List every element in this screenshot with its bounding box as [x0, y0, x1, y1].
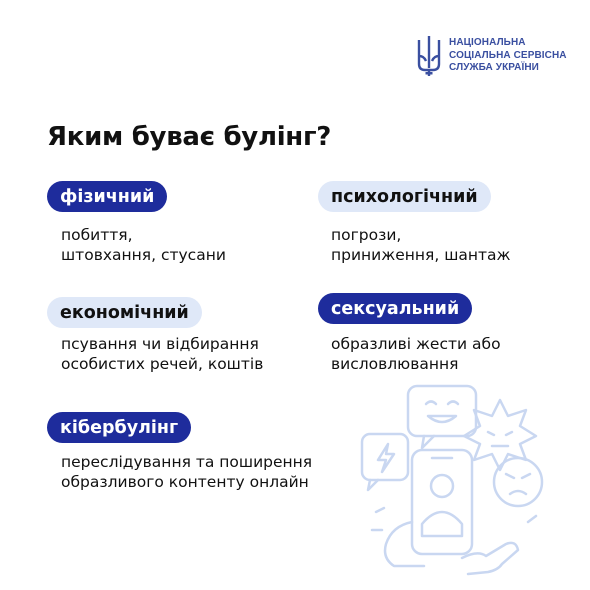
description-line: образливі жести або: [331, 335, 501, 353]
phone-with-angry-chat-bubbles-icon: [350, 382, 550, 582]
logo: [415, 34, 567, 78]
description-line: висловлювання: [331, 355, 459, 373]
category-badge-sexual: сексуальний: [318, 293, 472, 324]
description-line: побиття,: [61, 226, 133, 244]
logo-line: СОЦІАЛЬНА СЕРВІСНА: [449, 49, 567, 61]
description-line: погрози,: [331, 226, 402, 244]
description-line: псування чи відбирання: [61, 335, 259, 353]
category-badge-cyberbullying: кібербулінг: [47, 412, 191, 443]
category-description-psychological: [331, 225, 511, 265]
category-badge-physical: фізичний: [47, 181, 167, 212]
description-line: штовхання, стусани: [61, 246, 226, 264]
logo-text: [449, 37, 567, 75]
description-line: приниження, шантаж: [331, 246, 511, 264]
description-line: образливого контенту онлайн: [61, 473, 309, 491]
description-line: переслідування та поширення: [61, 453, 313, 471]
description-line: особистих речей, коштів: [61, 355, 264, 373]
logo-line: НАЦІОНАЛЬНА: [449, 37, 526, 49]
category-description-physical: [61, 225, 226, 265]
category-description-economic: [61, 334, 263, 374]
trident-icon: [415, 34, 443, 78]
category-description-cyberbullying: [61, 452, 312, 492]
page-title: Яким буває булінг?: [47, 122, 332, 152]
category-badge-psychological: психологічний: [318, 181, 491, 212]
category-description-sexual: [331, 334, 501, 374]
category-badge-economic: економічний: [47, 297, 202, 328]
logo-line: СЛУЖБА УКРАЇНИ: [449, 62, 539, 74]
